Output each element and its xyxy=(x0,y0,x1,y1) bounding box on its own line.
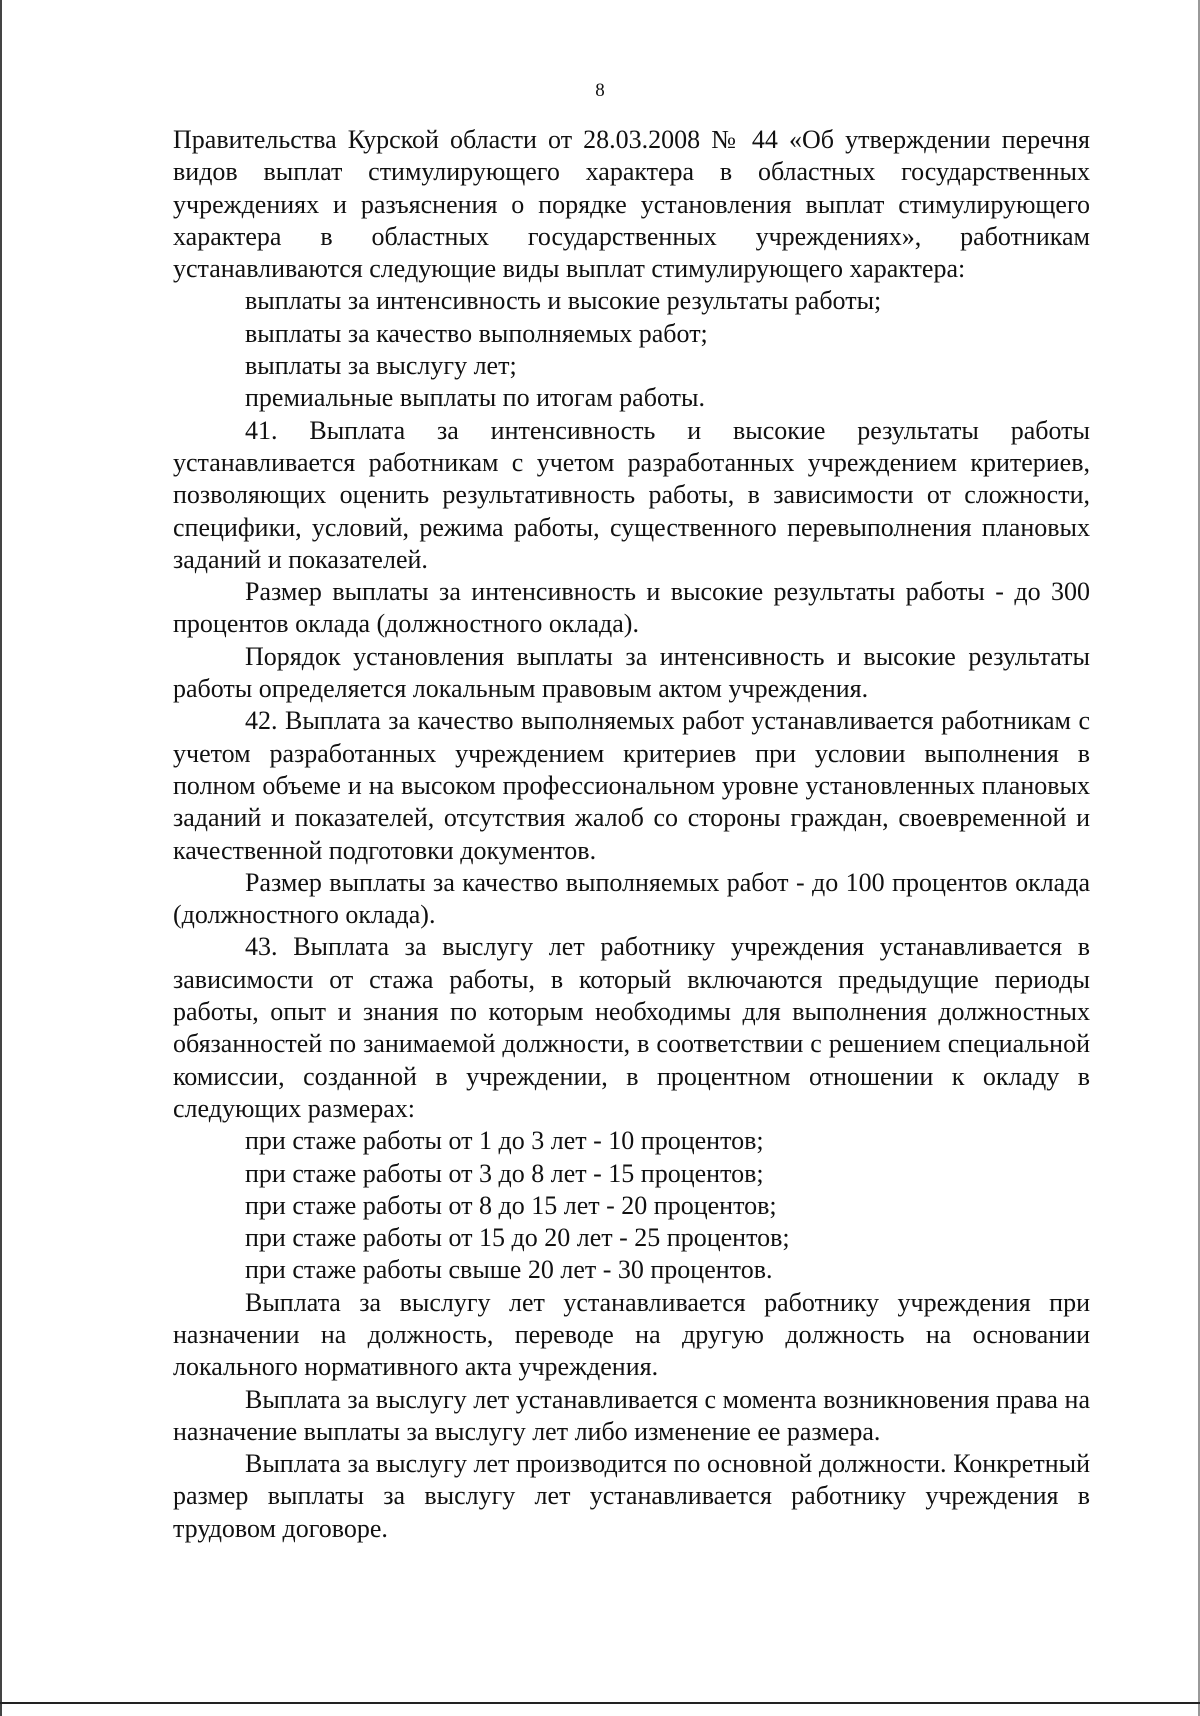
list-item: при стаже работы свыше 20 лет - 30 процентов. xyxy=(245,1255,773,1285)
list-item: премиальные выплаты по итогам работы. xyxy=(245,383,705,413)
paragraph: Выплата за выслугу лет производится по основной должности. Конкретный размер выплаты за выслугу лет устанавливается работнику учреждения в трудовом договоре. xyxy=(173,1449,1090,1543)
paragraph: Выплата за выслугу лет устанавливается работнику учреждения при назначении на должность, переводе на другую должность на основании локального нормативного акта учреждения. xyxy=(173,1287,1090,1382)
paragraph-clause-41: 41. Выплата за интенсивность и высокие результаты работы устанавливается работникам с учетом разработанных учреждением критериев, позволяющих оценить результативность работы, в зависимости от сложности, специфики, условий, режима работы, существенного перевыполнения плановых заданий и показателей. xyxy=(173,415,1090,574)
list-item: при стаже работы от 15 до 20 лет - 25 процентов; xyxy=(245,1223,790,1253)
list-item: при стаже работы от 8 до 15 лет - 20 процентов; xyxy=(245,1190,777,1220)
list-item: выплаты за качество выполняемых работ; xyxy=(245,318,708,348)
scan-edge-bottom xyxy=(0,1702,1200,1704)
paragraph: Правительства Курской области от 28.03.2008 № 44 «Об утверждении перечня видов выплат стимулирующего характера в областных государственных учреждениях и разъяснения о порядке установления выплат стимулирующего характера в областных государственных учреждениях», работникам устанавливаются следующие виды выплат стимулирующего характера: xyxy=(173,125,1090,284)
page-number: 8 xyxy=(595,80,605,101)
scan-edge-left xyxy=(0,0,2,1716)
paragraph-clause-42: 42. Выплата за качество выполняемых работ устанавливается работникам с учетом разработанных учреждением критериев при условии выполнения в полном объеме и на высоком профессиональном уровне установленных плановых заданий и показателей, отсутствия жалоб со стороны граждан, своевременной и качественной подготовки документов. xyxy=(173,706,1090,865)
list-item: выплаты за выслугу лет; xyxy=(245,351,517,381)
list-item: при стаже работы от 1 до 3 лет - 10 процентов; xyxy=(245,1126,764,1156)
document-body xyxy=(173,124,1090,1545)
paragraph: Выплата за выслугу лет устанавливается с момента возникновения права на назначение выплаты за выслугу лет либо изменение ее размера. xyxy=(173,1384,1090,1446)
list-item: при стаже работы от 3 до 8 лет - 15 процентов; xyxy=(245,1158,764,1188)
paragraph: Размер выплаты за интенсивность и высокие результаты работы - до 300 процентов оклада (должностного оклада). xyxy=(173,577,1090,639)
paragraph: Порядок установления выплаты за интенсивность и высокие результаты работы определяется локальным правовым актом учреждения. xyxy=(173,641,1090,704)
paragraph: Размер выплаты за качество выполняемых работ - до 100 процентов оклада (должностного оклада). xyxy=(173,867,1090,930)
list-item: выплаты за интенсивность и высокие результаты работы; xyxy=(245,286,882,316)
paragraph-clause-43: 43. Выплата за выслугу лет работнику учреждения устанавливается в зависимости от стажа работы, в который включаются предыдущие периоды работы, опыт и знания по которым необходимы для выполнения должностных обязанностей по занимаемой должности, в соответствии с решением специальной комиссии, созданной в учреждении, в процентном отношении к окладу в следующих размерах: xyxy=(173,932,1090,1123)
